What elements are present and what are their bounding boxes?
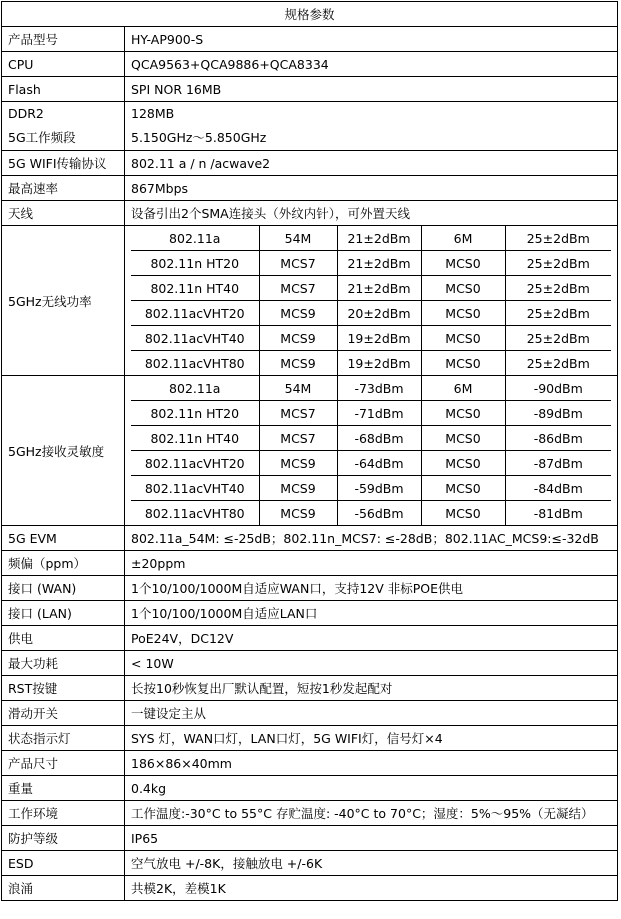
sensitivity-cell: MCS0 <box>421 451 505 476</box>
row-label: 浪涌 <box>2 876 125 901</box>
table-row <box>2 776 618 801</box>
row-label: DDR2 <box>8 106 44 121</box>
row-label: Flash <box>2 77 125 102</box>
row-label: 产品尺寸 <box>2 751 125 776</box>
table-row <box>2 201 618 226</box>
row-label: 滑动开关 <box>2 701 125 726</box>
power-row <box>131 301 611 326</box>
sensitivity-section-label: 5GHz接收灵敏度 <box>2 376 125 526</box>
row-label: 5G EVM <box>2 526 125 551</box>
sensitivity-cell: MCS9 <box>259 501 337 526</box>
ddr-freq-labels <box>2 102 125 151</box>
row-value: ±20ppm <box>125 551 618 576</box>
sensitivity-cell: -81dBm <box>505 501 611 526</box>
sensitivity-cell: MCS9 <box>259 451 337 476</box>
row-label: 产品型号 <box>2 27 125 52</box>
sensitivity-cell: MCS7 <box>259 401 337 426</box>
power-cell: 25±2dBm <box>505 351 611 376</box>
power-row <box>131 351 611 376</box>
table-row <box>2 626 618 651</box>
power-cell: 6M <box>421 226 505 251</box>
row-label: 供电 <box>2 626 125 651</box>
table-row <box>2 176 618 201</box>
power-cell: 21±2dBm <box>337 251 421 276</box>
spec-table <box>1 1 618 901</box>
power-cell: 25±2dBm <box>505 326 611 351</box>
ddr-freq-values <box>125 102 618 151</box>
sensitivity-cell: -87dBm <box>505 451 611 476</box>
power-cell: 19±2dBm <box>337 351 421 376</box>
row-label: 工作环境 <box>2 801 125 826</box>
power-cell: 802.11acVHT40 <box>131 326 259 351</box>
power-row <box>131 326 611 351</box>
sensitivity-cell: 802.11n HT40 <box>131 426 259 451</box>
sensitivity-cell: 802.11acVHT40 <box>131 476 259 501</box>
table-row <box>2 526 618 551</box>
row-value: 186×86×40mm <box>125 751 618 776</box>
power-cell: 802.11n HT20 <box>131 251 259 276</box>
row-value: QCA9563+QCA9886+QCA8334 <box>125 52 618 77</box>
row-value: 一键设定主从 <box>125 701 618 726</box>
sensitivity-cell: MCS0 <box>421 476 505 501</box>
power-cell: MCS9 <box>259 326 337 351</box>
sensitivity-cell: -64dBm <box>337 451 421 476</box>
power-cell: MCS9 <box>259 301 337 326</box>
power-cell: 19±2dBm <box>337 326 421 351</box>
row-value: IP65 <box>125 826 618 851</box>
sensitivity-cell: MCS0 <box>421 401 505 426</box>
sensitivity-section-cell <box>125 376 618 526</box>
row-value: SPI NOR 16MB <box>125 77 618 102</box>
power-cell: MCS7 <box>259 251 337 276</box>
power-cell: 25±2dBm <box>505 301 611 326</box>
table-row <box>2 151 618 176</box>
sensitivity-cell: 802.11acVHT80 <box>131 501 259 526</box>
table-row <box>2 676 618 701</box>
sensitivity-cell: -90dBm <box>505 376 611 401</box>
row-label: 最大功耗 <box>2 651 125 676</box>
power-cell: 25±2dBm <box>505 226 611 251</box>
row-value: 共模2K，差模1K <box>125 876 618 901</box>
sensitivity-cell: -84dBm <box>505 476 611 501</box>
power-subtable <box>131 226 611 375</box>
power-section-label: 5GHz无线功率 <box>2 226 125 376</box>
power-cell: MCS7 <box>259 276 337 301</box>
power-cell: 21±2dBm <box>337 276 421 301</box>
table-row <box>2 52 618 77</box>
sensitivity-row <box>131 401 611 426</box>
table-title: 规格参数 <box>2 2 618 27</box>
row-label: 5G工作频段 <box>8 130 76 145</box>
power-row <box>131 276 611 301</box>
table-row <box>2 876 618 901</box>
row-value: 1个10/100/1000M自适应WAN口，支持12V 非标POE供电 <box>125 576 618 601</box>
row-label: 接口 (WAN) <box>2 576 125 601</box>
sensitivity-cell: MCS0 <box>421 426 505 451</box>
sensitivity-row <box>131 501 611 526</box>
table-row <box>2 601 618 626</box>
row-value: SYS 灯，WAN口灯，LAN口灯，5G WIFI灯，信号灯×4 <box>125 726 618 751</box>
row-label: 5G WIFI传输协议 <box>2 151 125 176</box>
row-label: 频偏（ppm） <box>2 551 125 576</box>
power-section-cell <box>125 226 618 376</box>
row-value: 802.11 a / n /acwave2 <box>125 151 618 176</box>
power-cell: 802.11acVHT80 <box>131 351 259 376</box>
sensitivity-cell: -86dBm <box>505 426 611 451</box>
sensitivity-cell: -71dBm <box>337 401 421 426</box>
sensitivity-cell: MCS7 <box>259 426 337 451</box>
row-value: HY-AP900-S <box>125 27 618 52</box>
table-row-merged <box>2 102 618 151</box>
sensitivity-cell: -68dBm <box>337 426 421 451</box>
table-row <box>2 551 618 576</box>
table-row <box>2 826 618 851</box>
row-value: 设备引出2个SMA连接头（外纹内针），可外置天线 <box>125 201 618 226</box>
sensitivity-cell: -56dBm <box>337 501 421 526</box>
power-row <box>131 251 611 276</box>
row-value: 长按10秒恢复出厂默认配置，短按1秒发起配对 <box>125 676 618 701</box>
power-cell: 20±2dBm <box>337 301 421 326</box>
row-value: 802.11a_54M: ≤-25dB；802.11n_MCS7: ≤-28dB；802.11AC_MCS9:≤-32dB <box>125 526 618 551</box>
row-value: 867Mbps <box>125 176 618 201</box>
table-row <box>2 576 618 601</box>
title-row <box>2 2 618 27</box>
row-value: 1个10/100/1000M自适应LAN口 <box>125 601 618 626</box>
power-cell: 54M <box>259 226 337 251</box>
row-label: 状态指示灯 <box>2 726 125 751</box>
table-row <box>2 726 618 751</box>
power-row <box>131 226 611 251</box>
table-row <box>2 701 618 726</box>
row-label: 重量 <box>2 776 125 801</box>
row-label: RST按键 <box>2 676 125 701</box>
sensitivity-section-row <box>2 376 618 526</box>
power-cell: MCS0 <box>421 276 505 301</box>
table-row <box>2 851 618 876</box>
row-value: 128MB <box>131 106 175 121</box>
row-label: ESD <box>2 851 125 876</box>
power-cell: 802.11n HT40 <box>131 276 259 301</box>
power-cell: 25±2dBm <box>505 276 611 301</box>
row-value: 空气放电 +/-8K，接触放电 +/-6K <box>125 851 618 876</box>
sensitivity-cell: MCS9 <box>259 476 337 501</box>
sensitivity-row <box>131 476 611 501</box>
sensitivity-cell: 802.11n HT20 <box>131 401 259 426</box>
sensitivity-cell: 6M <box>421 376 505 401</box>
sensitivity-cell: -89dBm <box>505 401 611 426</box>
row-value: PoE24V，DC12V <box>125 626 618 651</box>
power-cell: MCS0 <box>421 301 505 326</box>
sensitivity-cell: 54M <box>259 376 337 401</box>
table-row <box>2 27 618 52</box>
sensitivity-cell: -59dBm <box>337 476 421 501</box>
sensitivity-cell: -73dBm <box>337 376 421 401</box>
power-section-row <box>2 226 618 376</box>
row-value: 工作温度:-30°C to 55°C 存贮温度: -40°C to 70°C；湿度：5%～95%（无凝结） <box>125 801 618 826</box>
sensitivity-row <box>131 426 611 451</box>
table-row <box>2 751 618 776</box>
power-cell: MCS0 <box>421 251 505 276</box>
row-label: 最高速率 <box>2 176 125 201</box>
row-label: 接口 (LAN) <box>2 601 125 626</box>
sensitivity-cell: 802.11a <box>131 376 259 401</box>
row-label: CPU <box>2 52 125 77</box>
power-cell: MCS0 <box>421 351 505 376</box>
table-row <box>2 651 618 676</box>
sensitivity-cell: MCS0 <box>421 501 505 526</box>
power-cell: 21±2dBm <box>337 226 421 251</box>
row-value: 5.150GHz～5.850GHz <box>131 130 267 145</box>
sensitivity-cell: 802.11acVHT20 <box>131 451 259 476</box>
power-cell: 802.11a <box>131 226 259 251</box>
row-value: < 10W <box>125 651 618 676</box>
row-value: 0.4kg <box>125 776 618 801</box>
power-cell: MCS9 <box>259 351 337 376</box>
sensitivity-row <box>131 451 611 476</box>
table-row <box>2 801 618 826</box>
sensitivity-subtable <box>131 376 611 525</box>
power-cell: 802.11acVHT20 <box>131 301 259 326</box>
sensitivity-row <box>131 376 611 401</box>
table-row <box>2 77 618 102</box>
row-label: 天线 <box>2 201 125 226</box>
row-label: 防护等级 <box>2 826 125 851</box>
power-cell: 25±2dBm <box>505 251 611 276</box>
power-cell: MCS0 <box>421 326 505 351</box>
